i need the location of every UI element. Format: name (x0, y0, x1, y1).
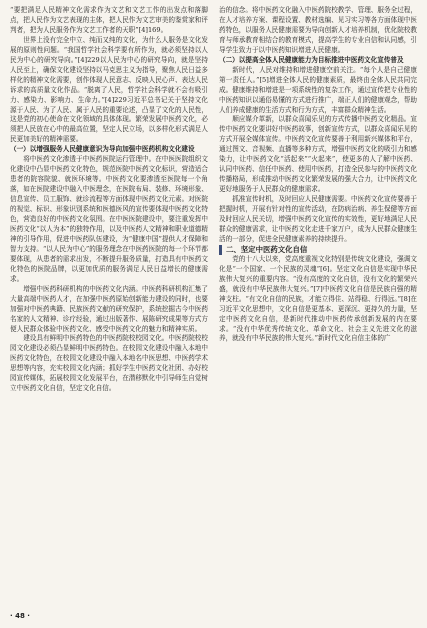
right-column (219, 6, 417, 344)
paragraph: 党的十八大以来，党高度重视文化特别是传统文化建设，强调文化是“一个国家、一个民族的灵魂”[6]。坚定文化自信是实现中华民族伟大复兴的重要内容。“没有高度的文化自信，没有文化的繁荣兴盛，就没有中华民族伟大复兴。”[7]中医药文化自信是民族自强的精神支柱。“有文化自信的民族，才能立得住、站得稳、行得远。”[8]在习近平文化思想中，文化自信是更基本、更深沉、更持久的力量，坚定中医药文化自信，是新时代推动中医药传承创新发展的内在要求。“没有中华优秀传统文化、革命文化、社会主义先进文化的滋养，就没有中华民族的伟大复兴。”新时代文化自信主体的广 (219, 254, 417, 343)
section-heading: 二、坚定中医药文化自信 (219, 245, 417, 255)
paragraph: 将中医药文化渗透于中医药医院运行管理中。在中医医院组织文化建设中凸显中医药文化特色，规范医院中医药文化标识，营造适合患者的院容院貌、就医环境等。中医药文化要渗透至医院每一个角落，如在医院建设中融入中医理念，在医院布局、装修、环境形象、信息宣传、员工服饰、就诊流程等方面体现中医药文化元素。对医院的视觉、标识、形象识别系统和医德医风的宣传要体现中医药文化特色，营造良好的中医药文化氛围。在中医医院建设中，要注重发挥中医药文化“以人为本”的独特作用，以及中医药人文精神和职业道德精神的引导作用，促进中医药队伍建设，为“健康中国”提供人才保障和智力支持。“以人民为中心”的服务理念在中医药医院的每一个环节都要体现，从患者的需求出发，不断提升服务质量，打造具有中医药文化特色的医院品牌，以更加优质的服务满足人民日益增长的健康需求。 (10, 155, 208, 283)
page-number: · 48 · (10, 612, 30, 620)
left-column (10, 6, 208, 394)
subsection-heading: （一）以增强服务人民健康意识为导向加强中医药机构文化建设 (10, 145, 195, 154)
paragraph: 建设具有鲜明中医药特色的中医药院校校园文化。中医药院校校园文化建设必须凸显鲜明中医药特色。在校园文化建设中融入本地中医药文化特色，在校园文化建设中融入本地名中医思想、中医药学术思想等内容，充实校园文化内涵；抓好学生中医药文化社团、办好校园宣传媒体，拓展校园文化发展平台，在潜移默化中引导师生自觉树立中医药文化自信，坚定文化自信。 (10, 334, 208, 393)
paragraph: “要把满足人民精神文化需求作为文艺和文艺工作的出发点和落脚点，把人民作为文艺表现的主体，把人民作为文艺审美的鉴赏家和评判者，把为人民服务作为文艺工作者的天职”[4]169。 (10, 6, 208, 34)
paragraph: 世界上没有完全中立、纯而又纯的文化，为什么人服务是文化发展的原则性问题。“我国哲学社会科学要有所作为，就必须坚持以人民为中心的研究导向。”[4]229以人民为中心的研究导向，就是坚持人民至上，确保文化建设坚持以马克思主义为指导，聚焦人民日益多样化的精神文化需要，创作体现人民意志、反映人民心声、表达人民诉求的高质量文化作品。“脱离了人民，哲学社会科学就不会有吸引力、感染力、影响力、生命力。”[4]229习近平总书记关于坚持文化源于人民、为了人民、属于人民的重要论述，凸显了文化的人民性，这是党的初心使命在文化领域的具体体现。繁荣发展中医药文化，必须把人民放在心中的最高位置，坚定人民立场，以多样化形式满足人民更加美好的精神需要。 (10, 35, 208, 144)
paragraph: 治的信念。将中医药文化融入中医药院校教学、管理、服务全过程，在人才培养方案、课程设置、教材选编、见习实习等各方面体现中医药特色，以服务人民健康需要为导向创新人才培养机制，优化院校教育与师承教育相结合的教育模式，提高学生的专业自信和认同感，引导学生致力于以中医药知识增进人民健康。 (219, 6, 417, 54)
paragraph: 抓准宣传时机，及时回应人民健康需要。中医药文化宣传要善于把握时机，开展有针对性的宣传活动，在防病治病、养生保健等方面及时回应人民关切，增强中医药文化宣传的实效性，更好地满足人民群众的健康需求，让中医药文化走进千家万户，成为人民群众健康生活的一部分，促进全民健康素养的持续提升。 (219, 195, 417, 243)
paragraph: 新时代，人民对维持和增进健康空前关注。“每个人是自己健康第一责任人。”[5]增进全体人民的健康素质，最终由全体人民共同完成。健康维持和增进是一项系统性的复杂工作，通过宣传把专业性的中医药知识以通俗易懂的方式进行推广，端正人们的健康观念，帮助人们养成健康的生活方式和行为方式，丰富群众精神生活。 (219, 65, 417, 114)
paragraph: 顺应媒介革新，以群众喜闻乐见的方式传播中医药文化精品。宣传中医药文化要讲好中医药故事，创新宣传方式，以群众喜闻乐见的方式开展全媒体宣传。中医药文化宣传要善于利用新兴媒体和平台，通过图文、音视频、直播等多种方式，增强中医药文化的吸引力和感染力，让中医药文化“活起来”“火起来”，使更多的人了解中医药、认同中医药、信任中医药、使用中医药，打造全民参与的中医药文化传播格局，形成推动中医药文化繁荣发展的强大合力，让中医药文化更好地服务于人民群众的健康需求。 (219, 115, 417, 194)
subsection-heading: （二）以提高全体人民健康能力为目标推进中医药文化宣传普及 (219, 55, 404, 64)
paragraph: 增强中医药科研机构的中医药文化内涵。中医药科研机构汇集了大量高端中医药人才，在加强中医药原始创新能力建设的同时，也要加强对中医药典籍、民族医药文献的研究保护，系统挖掘古今中医药名家的人文精神、诊疗经验，通过出版著作、展陈研究成果等方式方便人民群众体验中医药文化、感受中医药文化的魅力和精神实质。 (10, 284, 208, 333)
